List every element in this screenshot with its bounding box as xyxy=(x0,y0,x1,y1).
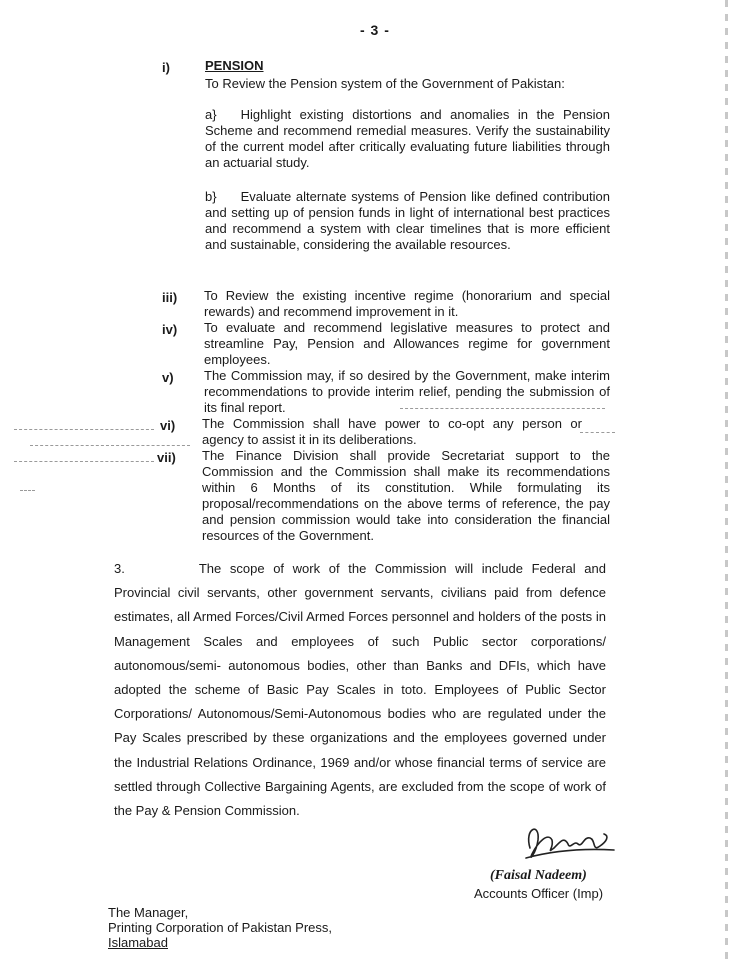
signatory-designation: Accounts Officer (Imp) xyxy=(474,886,604,901)
page-number: - 3 - xyxy=(360,22,390,38)
scan-edge-marks xyxy=(725,0,728,960)
scan-artifact-line xyxy=(20,490,35,491)
clause-a-label: a} xyxy=(205,107,217,122)
clause-a-text: Highlight existing distortions and anomalies in the Pension Scheme and recommend remedial measures. Verify the sustainability of the current model after critically evaluating future liabilities through an actuarial study. xyxy=(205,107,610,170)
address-line-1: The Manager, xyxy=(108,905,189,920)
address-line-3: Islamabad xyxy=(108,935,168,950)
paragraph-3 xyxy=(114,557,606,823)
scan-artifact-line xyxy=(30,445,190,446)
handwritten-signature xyxy=(518,818,618,870)
section-numeral: i) xyxy=(162,60,170,75)
item-iv-text: To evaluate and recommend legislative measures to protect and streamline Pay, Pension and Allowances regime for government employees. xyxy=(204,320,610,367)
item-v-text: The Commission may, if so desired by the Government, make interim recommendations to provide interim relief, pending the submission of its final report. xyxy=(204,368,610,415)
address-line-2: Printing Corporation of Pakistan Press, xyxy=(108,920,332,935)
item-vii-text: The Finance Division shall provide Secretariat support to the Commission and the Commission shall make its recommendations within 6 Months of its constitution. While formulating its proposal/recommendations on the above terms of reference, the pay and pension commission would take into consideration the financial resources of the Government. xyxy=(202,448,610,543)
item-vii-numeral: vii) xyxy=(157,450,176,465)
item-vi-numeral: vi) xyxy=(160,418,176,433)
scan-artifact-line xyxy=(14,461,154,462)
scan-artifact-line xyxy=(400,408,605,409)
item-iii-numeral: iii) xyxy=(162,290,178,305)
scan-artifact-line xyxy=(14,429,154,430)
item-iv-numeral: iv) xyxy=(162,322,178,337)
section-intro: To Review the Pension system of the Government of Pakistan: xyxy=(205,76,565,91)
paragraph-3-text: The scope of work of the Commission will include Federal and Provincial civil servants, other government servants, civilians paid from defence estimates, all Armed Forces/Civil Armed Forces personnel and holders of the posts in Management Scales and employees of such Public sector corporations/ autonomous/semi- autonomous bodies, other than Banks and DFIs, which have adopted the scheme of Basic Pay Scales in toto. Employees of Public Sector Corporations/ Autonomous/Semi-Autonomous bodies who are regulated under the Pay Scales prescribed by these organizations and the employees governed under the Industrial Relations Ordinance, 1969 and/or whose financial terms of service are settled through Collective Bargaining Agents, are excluded from the scope of work of the Pay & Pension Commission. xyxy=(114,561,606,819)
clause-b-text: Evaluate alternate systems of Pension like defined contribution and setting up of pension funds in light of international best practices and recommend a system with clear timelines that is more efficient and sustainable, considering the available resources. xyxy=(205,189,610,252)
item-v-numeral: v) xyxy=(162,370,174,385)
clause-b xyxy=(205,189,610,253)
item-vi-text: The Commission shall have power to co-opt any person or agency to assist it in its deliberations. xyxy=(202,416,582,447)
scan-artifact-line xyxy=(580,432,615,433)
clause-b-label: b} xyxy=(205,189,217,204)
signatory-name: (Faisal Nadeem) xyxy=(490,868,587,883)
clause-a xyxy=(205,107,610,171)
item-iii-text: To Review the existing incentive regime (honorarium and special rewards) and recommend improvement in it. xyxy=(204,288,610,319)
paragraph-3-number: 3. xyxy=(114,561,125,576)
recipient-address xyxy=(108,905,332,950)
section-heading: PENSION xyxy=(205,58,264,73)
